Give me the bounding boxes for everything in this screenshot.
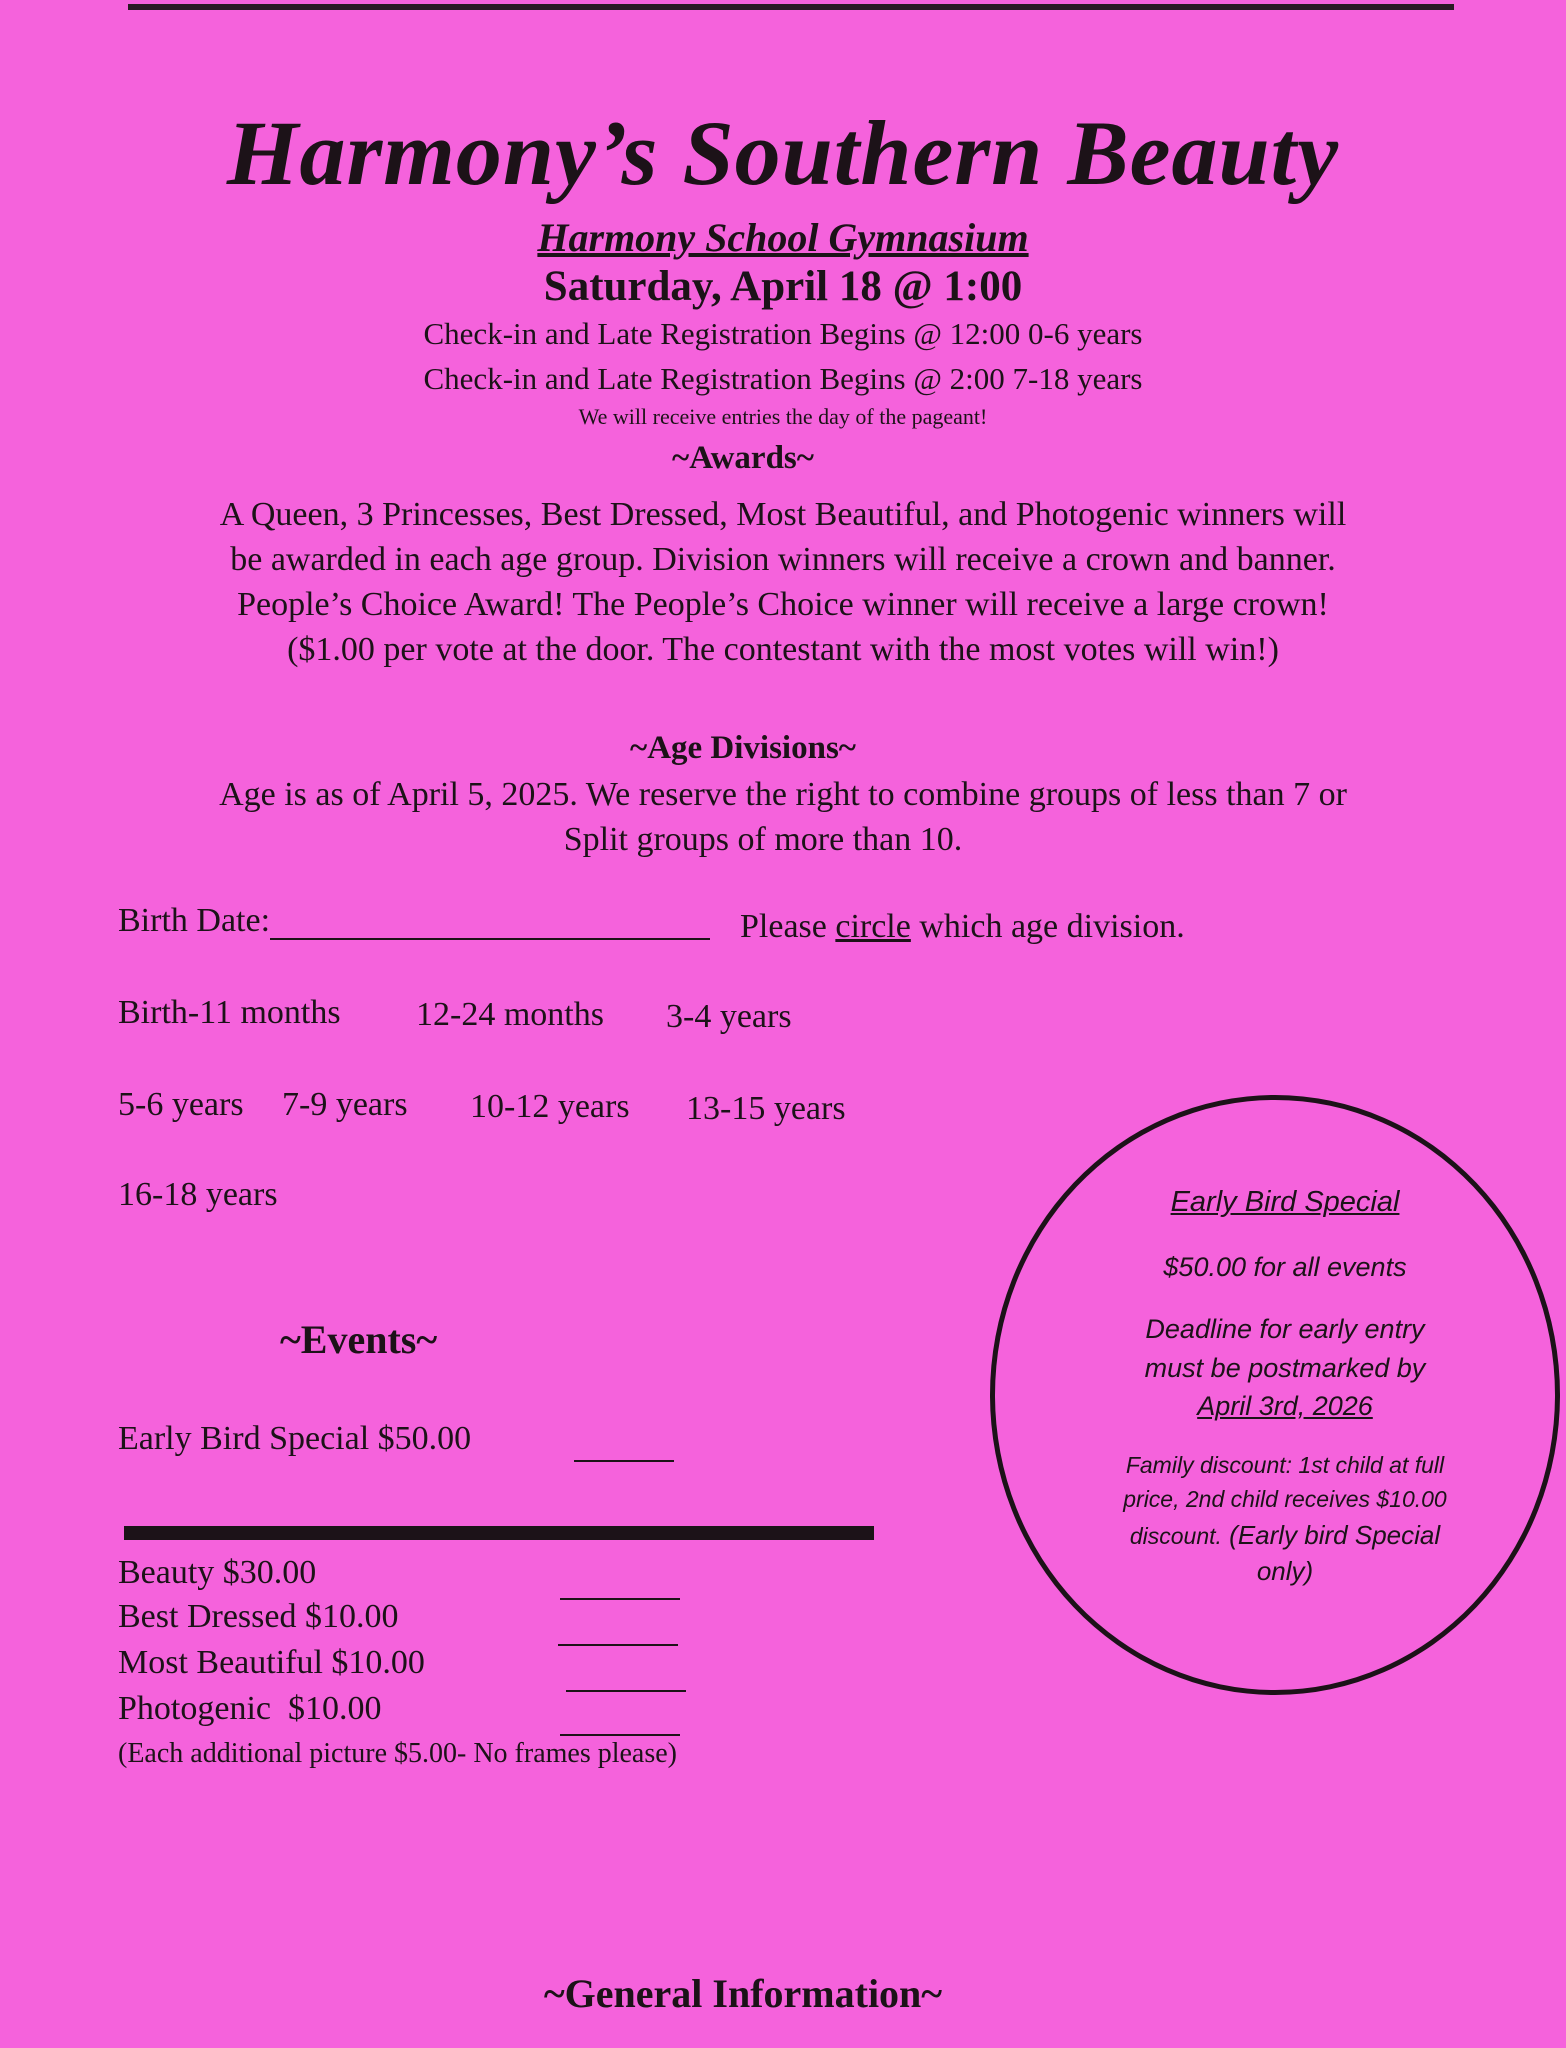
event-most-beautiful: Most Beautiful $10.00	[118, 1644, 425, 1681]
age-option[interactable]: 7-9 years	[282, 1086, 408, 1123]
early-bird-box-price: $50.00 for all events	[1163, 1252, 1407, 1282]
checkin-line: Check-in and Late Registration Begins @ 12:00 0-6 years	[423, 316, 1143, 351]
age-option[interactable]: Birth-11 months	[118, 994, 341, 1031]
awards-line: People’s Choice Award! The People’s Choice winner will receive a large crown!	[237, 586, 1329, 623]
birth-date-label: Birth Date:	[118, 902, 271, 939]
early-bird-event: Early Bird Special $50.00	[118, 1420, 472, 1457]
awards-line: A Queen, 3 Princesses, Best Dressed, Most Beautiful, and Photogenic winners will	[219, 496, 1347, 533]
early-bird-blank[interactable]	[574, 1460, 674, 1462]
awards-line: ($1.00 per vote at the door. The contestant with the most votes will win!)	[287, 631, 1279, 668]
age-option[interactable]: 16-18 years	[118, 1176, 278, 1213]
awards-heading: ~Awards~	[672, 440, 814, 476]
age-option[interactable]: 13-15 years	[686, 1090, 846, 1127]
event-photogenic-blank[interactable]	[560, 1734, 680, 1736]
early-bird-box-deadline: must be postmarked by	[1144, 1353, 1426, 1383]
awards-line: be awarded in each age group. Division winners will receive a crown and banner.	[230, 541, 1336, 578]
age-option[interactable]: 10-12 years	[470, 1088, 630, 1125]
birth-date-blank[interactable]	[270, 904, 710, 940]
event-most-beautiful-blank[interactable]	[566, 1690, 686, 1692]
picture-note: (Each additional picture $5.00- No frames please)	[118, 1738, 678, 1769]
event-date: Saturday, April 18 @ 1:00	[543, 263, 1023, 310]
section-divider	[124, 1526, 874, 1540]
venue: Harmony School Gymnasium	[537, 215, 1029, 260]
event-photogenic: Photogenic $10.00	[118, 1690, 382, 1727]
early-bird-box-deadline: Deadline for early entry	[1145, 1314, 1425, 1344]
circle-instruction: Please circle which age division.	[740, 908, 1185, 945]
family-discount: discount. (Early bird Special	[1129, 1520, 1441, 1550]
age-rule-line: Age is as of April 5, 2025. We reserve the right to combine groups of less than 7 or	[219, 776, 1347, 813]
checkin-line: Check-in and Late Registration Begins @ 2:00 7-18 years	[423, 361, 1143, 396]
age-option[interactable]: 5-6 years	[118, 1086, 244, 1123]
event-best-dressed-blank[interactable]	[558, 1644, 678, 1646]
event-beauty: Beauty $30.00	[118, 1554, 317, 1591]
events-heading: ~Events~	[280, 1317, 438, 1362]
general-info-heading: ~General Information~	[543, 1971, 943, 2016]
birth-date-field[interactable]	[118, 902, 710, 940]
event-beauty-blank[interactable]	[560, 1598, 680, 1600]
age-divisions-heading: ~Age Divisions~	[630, 730, 856, 766]
age-option[interactable]: 12-24 months	[416, 996, 604, 1033]
event-best-dressed: Best Dressed $10.00	[118, 1598, 399, 1635]
early-bird-box-title: Early Bird Special	[1170, 1186, 1400, 1218]
family-discount: Family discount: 1st child at full	[1125, 1452, 1445, 1478]
early-bird-box-deadline-date: April 3rd, 2026	[1197, 1391, 1373, 1421]
top-rule	[128, 4, 1454, 10]
family-discount: only)	[1256, 1556, 1314, 1586]
page-title: Harmony’s Southern Beauty	[226, 102, 1340, 204]
age-option[interactable]: 3-4 years	[666, 998, 792, 1035]
age-rule-line: Split groups of more than 10.	[563, 821, 963, 858]
family-discount: price, 2nd child receives $10.00	[1123, 1486, 1447, 1512]
entries-note: We will receive entries the day of the pageant!	[578, 404, 988, 429]
